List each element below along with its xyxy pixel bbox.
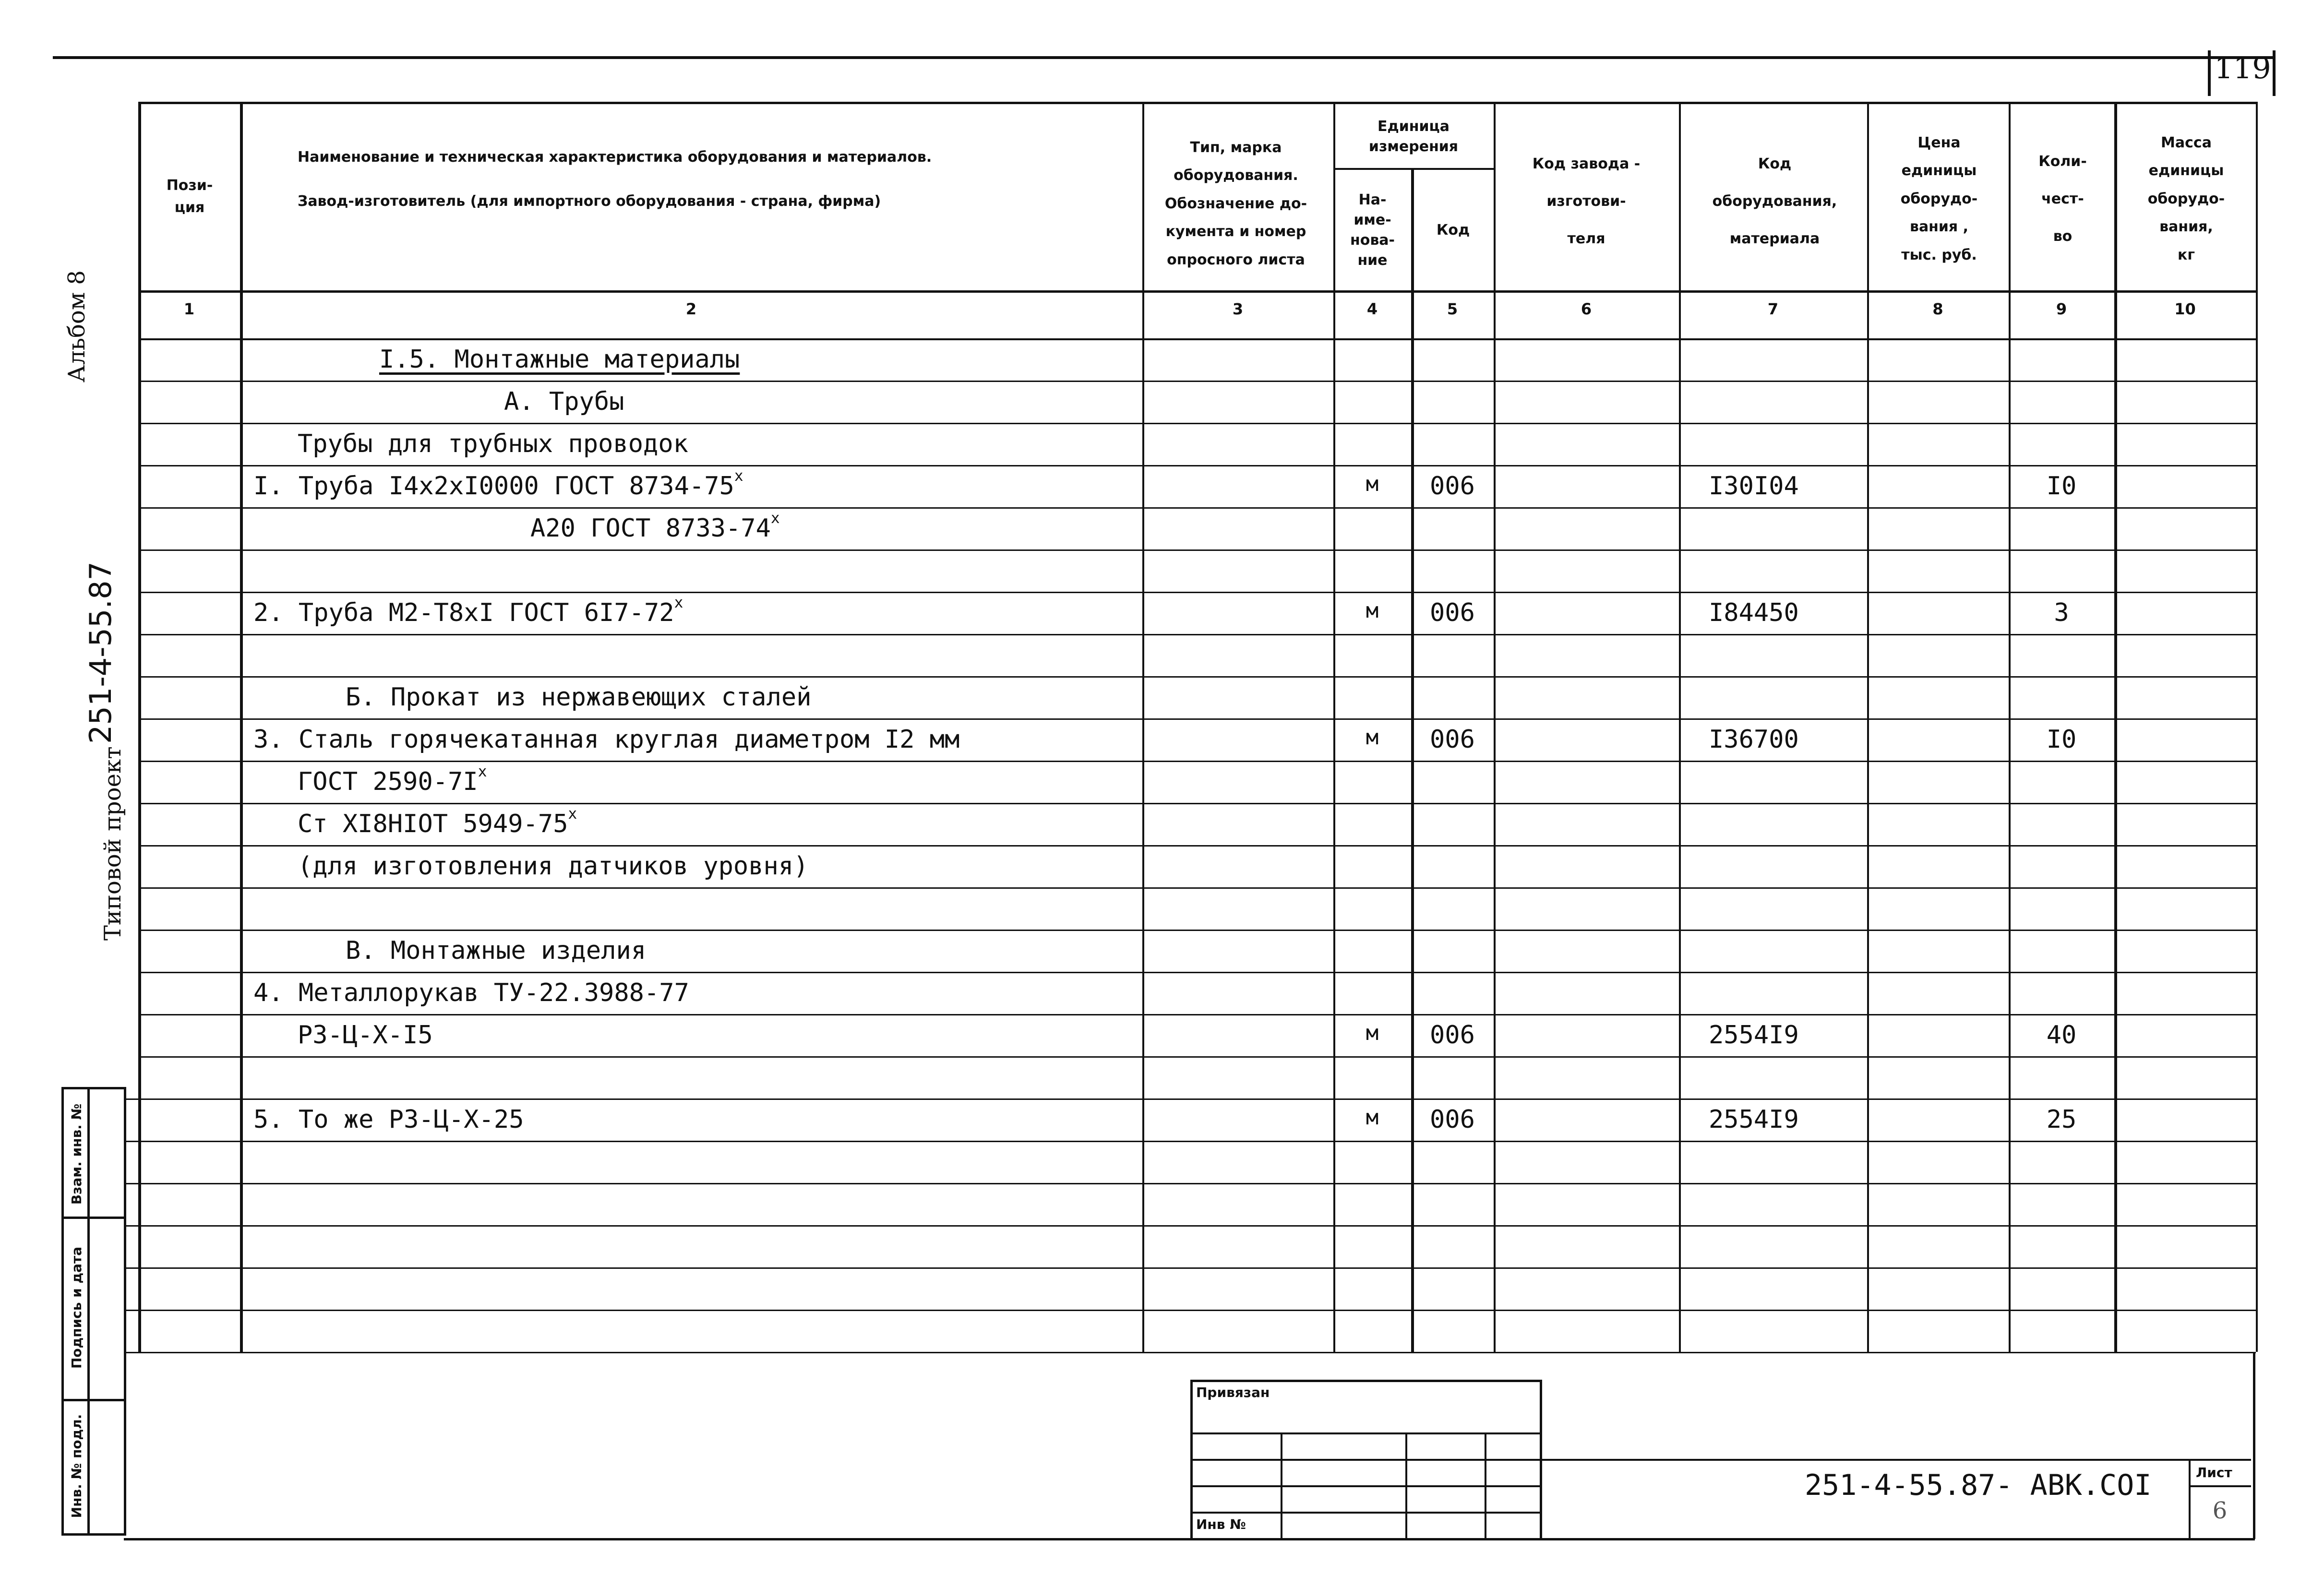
stamp-left-inner xyxy=(87,1087,90,1536)
titleblock-box-top xyxy=(1190,1380,1541,1382)
sheet-label: Лист xyxy=(2196,1465,2232,1480)
row-name-text: 4. Металлорукав ТУ-22.3988-77 xyxy=(253,978,689,1007)
column-line-10 xyxy=(2256,102,2258,1352)
row-equipment-code: 2554I9 xyxy=(1709,1021,1799,1050)
row-line-1 xyxy=(138,381,2256,382)
row-equipment-code: I36700 xyxy=(1709,725,1799,754)
row-line-11 xyxy=(138,803,2256,804)
row-line-16 xyxy=(138,1014,2256,1015)
row-name xyxy=(504,389,624,414)
header-mass: Масса единицы оборудо- вания, кг xyxy=(2147,134,2225,263)
sheet-number-box-right xyxy=(2273,50,2276,96)
document-code: 251-4-55.87- АВК.СОI xyxy=(1805,1468,2152,1502)
header-position: Пози- ция xyxy=(166,177,213,216)
column-number-4: 4 xyxy=(1366,300,1378,318)
stamp-left-outer xyxy=(61,1087,64,1536)
column-line-7 xyxy=(1867,102,1869,1352)
bound-label: Привязан xyxy=(1196,1384,1270,1400)
row-line-24 xyxy=(125,1352,2256,1353)
row-name-text: Б. Прокат из нержавеющих сталей xyxy=(346,683,812,712)
row-unit: м xyxy=(1366,598,1379,623)
stamp-div-2 xyxy=(61,1399,124,1401)
titleblock-col-3 xyxy=(1485,1432,1486,1540)
row-name-text: РЗ-Ц-Х-I5 xyxy=(298,1021,433,1050)
column-line-1 xyxy=(240,102,243,1352)
row-quantity: 40 xyxy=(2046,1021,2077,1050)
row-name xyxy=(530,509,780,543)
titleblock-row-3 xyxy=(1190,1485,1541,1487)
header-type: Тип, марка оборудования. Обозначение до- кумента и номер опросного листа xyxy=(1164,139,1307,268)
sheet-value: 6 xyxy=(2212,1497,2228,1524)
row-name-text: 5. То же РЗ-Ц-Х-25 xyxy=(253,1105,524,1134)
row-line-22 xyxy=(125,1267,2256,1269)
column-number-6: 6 xyxy=(1581,300,1592,318)
row-line-9 xyxy=(138,718,2256,720)
row-line-8 xyxy=(138,676,2256,678)
row-name-text: В. Монтажные изделия xyxy=(346,936,647,965)
inv-label: Инв № xyxy=(1196,1516,1246,1532)
column-line-0 xyxy=(138,102,141,1352)
header-unit: Единица измерения xyxy=(1368,118,1459,155)
header-name-line2: Завод-изготовитель (для импортного оборудования - страна, фирма) xyxy=(298,192,881,210)
body-left-ext xyxy=(124,1087,126,1536)
row-line-20 xyxy=(125,1183,2256,1184)
row-name xyxy=(253,980,689,1005)
row-line-7 xyxy=(138,634,2256,635)
row-equipment-code: 2554I9 xyxy=(1709,1105,1799,1134)
row-line-6 xyxy=(138,592,2256,593)
row-name xyxy=(379,347,740,372)
row-unit-code: 006 xyxy=(1430,1021,1475,1050)
row-line-2 xyxy=(138,423,2256,424)
column-number-10: 10 xyxy=(2174,300,2196,318)
row-name xyxy=(298,854,808,879)
row-line-12 xyxy=(138,845,2256,847)
row-quantity: 25 xyxy=(2046,1105,2077,1134)
row-unit-code: 006 xyxy=(1430,598,1475,627)
row-name-text: I. Труба I4x2xI0000 ГОСТ 8734-75 xyxy=(253,472,734,501)
colnum-bottom-border xyxy=(138,338,2256,340)
row-quantity: I0 xyxy=(2046,472,2077,501)
row-unit-code: 006 xyxy=(1430,725,1475,754)
row-line-18 xyxy=(125,1098,2256,1100)
row-name xyxy=(298,805,577,838)
column-number-7: 7 xyxy=(1767,300,1779,318)
column-line-6 xyxy=(1679,102,1681,1352)
titleblock-right-top xyxy=(1541,1459,2251,1461)
row-unit: м xyxy=(1366,725,1379,750)
row-unit-code: 006 xyxy=(1430,1105,1475,1134)
row-line-21 xyxy=(125,1225,2256,1227)
row-line-23 xyxy=(125,1310,2256,1311)
row-quantity: I0 xyxy=(2046,725,2077,754)
header-name xyxy=(298,146,1114,223)
row-name xyxy=(346,938,646,963)
row-name xyxy=(298,431,688,456)
row-line-10 xyxy=(138,761,2256,762)
row-name-text: Ст XI8HIOT 5949-75 xyxy=(298,810,568,838)
row-name-sup: x xyxy=(568,805,577,823)
row-line-4 xyxy=(138,507,2256,509)
row-line-19 xyxy=(125,1141,2256,1142)
table-top-border xyxy=(138,102,2256,104)
stamp-bottom xyxy=(61,1533,124,1536)
bottom-frame xyxy=(124,1538,2255,1540)
header-unit-name: На- име- нова- ние xyxy=(1350,191,1395,269)
titleblock-row-2 xyxy=(1190,1459,1541,1461)
header-price: Цена единицы оборудо- вания , тыс. руб. xyxy=(1900,134,1978,263)
column-number-5: 5 xyxy=(1447,300,1458,318)
row-name-text: А. Трубы xyxy=(504,387,624,416)
sheet-number-box-left xyxy=(2208,50,2211,96)
row-line-17 xyxy=(138,1056,2256,1058)
row-quantity: 3 xyxy=(2054,598,2069,627)
row-unit-code: 006 xyxy=(1430,472,1475,501)
row-line-15 xyxy=(138,972,2256,973)
stamp-top xyxy=(61,1087,124,1089)
sheet-box-left xyxy=(2189,1459,2191,1540)
row-name-text: I.5. Монтажные материалы xyxy=(379,345,740,374)
column-line-2 xyxy=(1142,102,1144,1352)
row-name xyxy=(253,1107,524,1132)
stamp-label-replace-inv: Взам. инв. № xyxy=(69,1103,84,1205)
header-unit-code: Код xyxy=(1436,221,1470,239)
column-line-5 xyxy=(1494,102,1496,1352)
row-name xyxy=(346,685,812,710)
row-name-text: ГОСТ 2590-7I xyxy=(298,767,478,796)
header-bottom-border xyxy=(138,290,2256,293)
stamp-label-original-inv: Инв. № подл. xyxy=(69,1414,84,1518)
titleblock-row-1 xyxy=(1190,1432,1541,1434)
column-number-3: 3 xyxy=(1232,300,1244,318)
titleblock-col-2 xyxy=(1405,1432,1407,1540)
column-line-4 xyxy=(1411,168,1414,1352)
row-name-text: (для изготовления датчиков уровня) xyxy=(298,852,809,881)
row-name-text: Трубы для трубных проводок xyxy=(298,430,688,458)
top-border-line xyxy=(53,56,2275,59)
row-equipment-code: I84450 xyxy=(1709,598,1799,627)
row-line-14 xyxy=(138,930,2256,931)
sheet-box-mid xyxy=(2189,1485,2251,1487)
row-name xyxy=(298,763,487,796)
row-name xyxy=(253,727,959,752)
row-line-3 xyxy=(138,465,2256,466)
row-name-text: 3. Сталь горячекатанная круглая диаметром I2 мм xyxy=(253,725,960,754)
sheet-number-top: 119 xyxy=(2214,50,2271,85)
column-number-8: 8 xyxy=(1932,300,1943,318)
titleblock-row-4 xyxy=(1190,1512,1541,1514)
row-name xyxy=(298,1023,433,1048)
row-unit: м xyxy=(1366,1021,1379,1045)
stamp-label-signature-date: Подпись и дата xyxy=(69,1246,84,1369)
row-unit: м xyxy=(1366,472,1379,496)
frame-right-edge xyxy=(2253,1352,2255,1539)
row-name-sup: x xyxy=(478,763,487,780)
row-equipment-code: I30I04 xyxy=(1709,472,1799,501)
row-unit: м xyxy=(1366,1105,1379,1130)
row-name-sup: x xyxy=(770,509,780,527)
row-line-5 xyxy=(138,549,2256,551)
header-equipment-code: Код оборудования, материала xyxy=(1712,155,1837,247)
column-number-1: 1 xyxy=(183,300,195,318)
header-quantity: Коли- чест- во xyxy=(2038,153,2087,245)
stamp-div-1 xyxy=(61,1217,124,1219)
row-name-text: 2. Труба М2-Т8xI ГОСТ 6I7-72 xyxy=(253,598,674,627)
row-name-sup: x xyxy=(734,467,743,485)
header-factory-code: Код завода - изготови- теля xyxy=(1532,155,1641,247)
titleblock-col-1 xyxy=(1281,1432,1282,1540)
project-prefix: Типовой проект xyxy=(99,746,126,941)
project-code: 251-4-55.87 xyxy=(83,561,118,744)
row-name xyxy=(253,467,743,501)
row-line-13 xyxy=(138,887,2256,889)
row-name xyxy=(253,594,683,627)
row-name-text: А20 ГОСТ 8733-74 xyxy=(530,514,771,543)
column-line-9 xyxy=(2114,102,2117,1352)
row-name-sup: x xyxy=(674,594,683,611)
album-label: Альбом 8 xyxy=(63,270,90,382)
column-number-9: 9 xyxy=(2056,300,2067,318)
header-name-line1: Наименование и техническая характеристика оборудования и материалов. xyxy=(298,149,932,166)
column-number-2: 2 xyxy=(685,300,697,318)
